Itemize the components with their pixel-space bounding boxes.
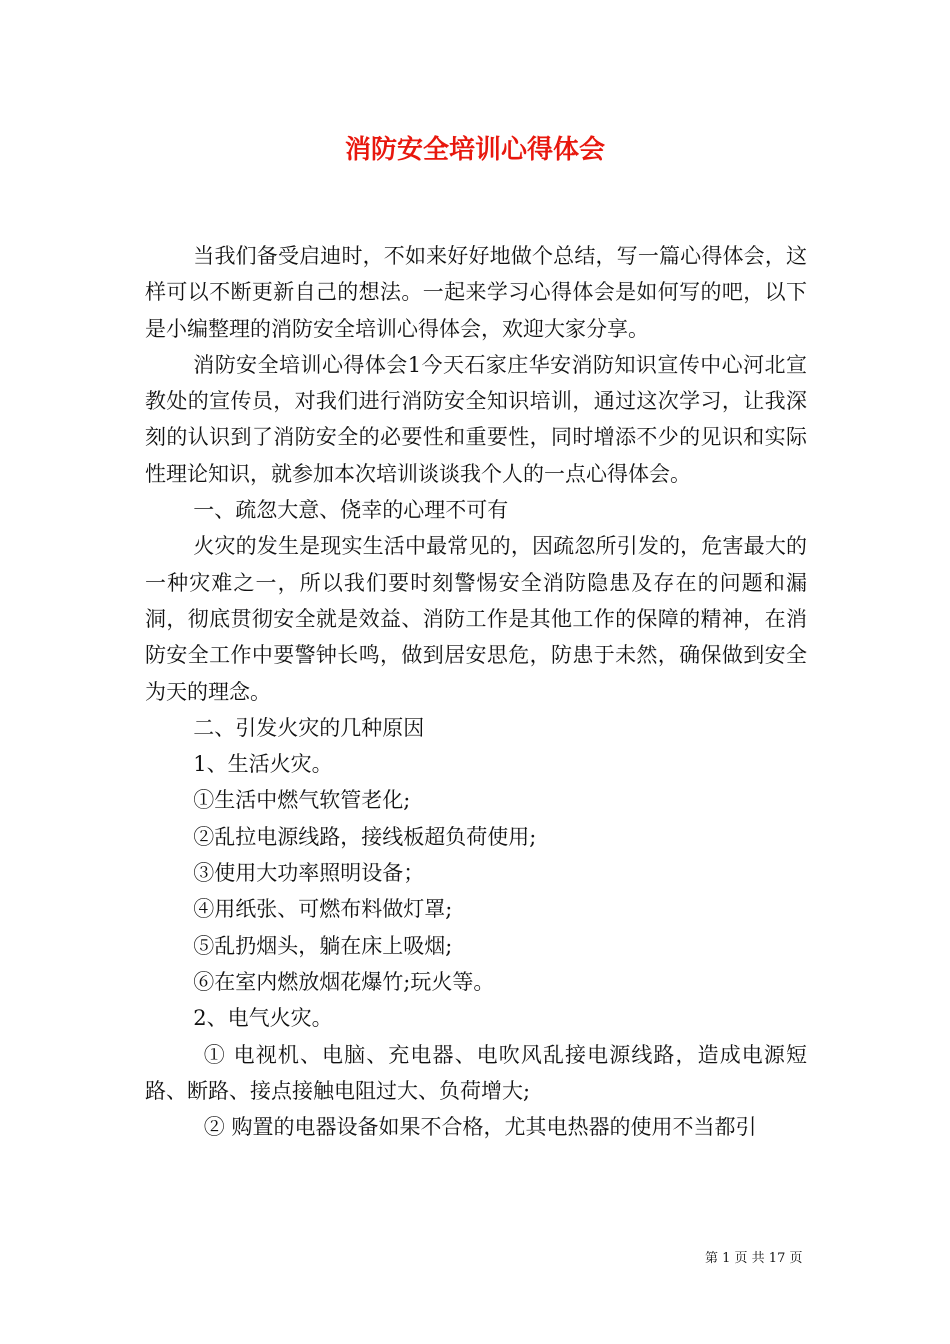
document-title: 消防安全培训心得体会 (344, 135, 605, 165)
list-heading: 2、电气火灾。 (193, 1006, 333, 1031)
list-item: ③使用大功率照明设备； (193, 861, 425, 886)
body-paragraph: 消防安全培训心得体会1今天石家庄华安消防知识宣传中心河北宣教处的宣传员，对我们进行消防安全知识培训，通过这次学习，让我深刻的认识到了消防安全的必要性和重要性，同时增添不少的见识和实际性理论知识，就参加本次培训谈谈我个人的一点心得体会。 (145, 352, 807, 486)
list-item: ②乱拉电源线路，接线板超负荷使用; (193, 824, 537, 849)
section-heading: 一、疏忽大意、侥幸的心理不可有 (193, 498, 509, 523)
section-heading: 二、引发火灾的几种原因 (193, 715, 425, 740)
document-body (145, 238, 807, 1145)
intro-paragraph: 当我们备受启迪时，不如来好好地做个总结，写一篇心得体会，这样可以不断更新自己的想法。一起来学习心得体会是如何写的吧，以下是小编整理的消防安全培训心得体会，欢迎大家分享。 (145, 244, 807, 341)
list-item: ⑥在室内燃放烟花爆竹;玩火等。 (193, 969, 495, 994)
list-item: ④用纸张、可燃布料做灯罩; (193, 897, 453, 922)
list-item: ①生活中燃气软管老化; (193, 788, 411, 813)
list-item: ① 电视机、电脑、充电器、电吹风乱接电源线路，造成电源短路、断路、接点接触电阻过大、负荷增大; (145, 1042, 807, 1103)
list-item: ② 购置的电器设备如果不合格，尤其电热器的使用不当都引 (203, 1115, 757, 1140)
page-number: 第 1 页 共 17 页 (705, 1251, 803, 1266)
list-heading: 1、生活火灾。 (193, 752, 333, 777)
list-item: ⑤乱扔烟头，躺在床上吸烟; (193, 933, 453, 958)
body-paragraph: 火灾的发生是现实生活中最常见的，因疏忽所引发的，危害最大的一种灾难之一，所以我们要时刻警惕安全消防隐患及存在的问题和漏洞，彻底贯彻安全就是效益、消防工作是其他工作的保障的精神，在消防安全工作中要警钟长鸣，做到居安思危，防患于未然，确保做到安全为天的理念。 (145, 534, 807, 704)
